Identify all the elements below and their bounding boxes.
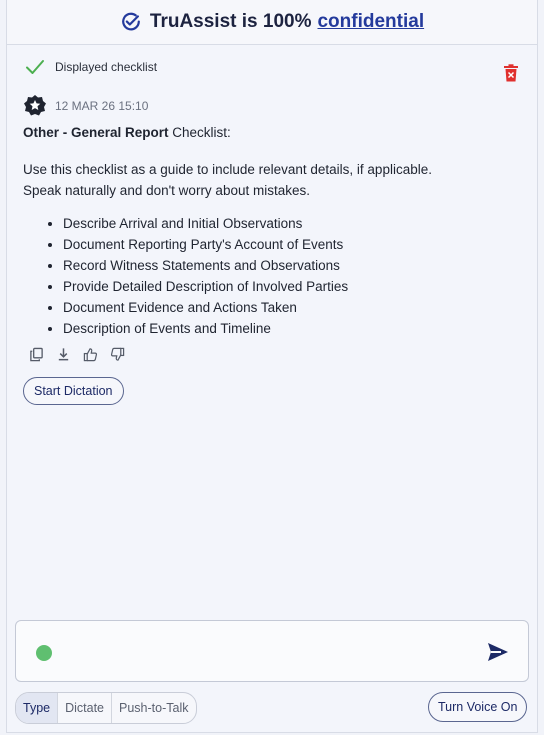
status-text: Displayed checklist xyxy=(55,60,158,74)
mic-status-indicator xyxy=(36,645,52,661)
message-actions xyxy=(29,347,125,362)
badge-shield-icon xyxy=(23,94,47,118)
thumbs-up-icon[interactable] xyxy=(83,347,98,362)
start-dictation-button[interactable]: Start Dictation xyxy=(23,377,124,405)
status-row xyxy=(25,58,157,76)
send-icon[interactable] xyxy=(486,641,510,663)
header-title: TruAssist is 100% xyxy=(149,11,312,32)
trash-icon[interactable] xyxy=(503,64,519,82)
checklist-title-rest: Checklist: xyxy=(168,125,231,140)
download-icon[interactable] xyxy=(56,347,71,362)
list-item: • Document Reporting Party's Account of Events xyxy=(63,234,348,255)
mode-dictate[interactable]: Dictate xyxy=(58,693,112,723)
confidential-link[interactable]: confidential xyxy=(317,11,425,32)
check-circle-icon xyxy=(120,11,142,33)
copy-icon[interactable] xyxy=(29,347,44,362)
list-item: • Provide Detailed Description of Involved Parties xyxy=(63,276,348,297)
message-composer xyxy=(15,620,529,682)
checklist-items xyxy=(23,213,348,339)
list-item: • Describe Arrival and Initial Observations xyxy=(63,213,348,234)
message-input[interactable] xyxy=(62,639,466,667)
intro-line-1: Use this checklist as a guide to include relevant details, if applicable. xyxy=(23,162,432,177)
message-meta xyxy=(23,94,148,118)
mode-type[interactable]: Type xyxy=(16,693,58,723)
input-mode-switch xyxy=(15,692,197,724)
checklist-intro xyxy=(23,159,503,201)
thumbs-down-icon[interactable] xyxy=(110,347,125,362)
checklist-title xyxy=(23,125,231,140)
turn-voice-on-button[interactable]: Turn Voice On xyxy=(428,692,527,722)
intro-line-2: Speak naturally and don't worry about mistakes. xyxy=(23,183,310,198)
list-item: • Record Witness Statements and Observations xyxy=(63,255,348,276)
check-icon xyxy=(25,58,45,76)
header xyxy=(7,0,537,45)
mode-push-to-talk[interactable]: Push-to-Talk xyxy=(119,701,189,715)
message-timestamp: 12 MAR 26 15:10 xyxy=(55,99,149,113)
checklist-title-bold: Other - General Report xyxy=(23,125,169,140)
list-item: • Document Evidence and Actions Taken xyxy=(63,297,348,318)
list-item: • Description of Events and Timeline xyxy=(63,318,348,339)
assistant-panel xyxy=(6,0,538,733)
